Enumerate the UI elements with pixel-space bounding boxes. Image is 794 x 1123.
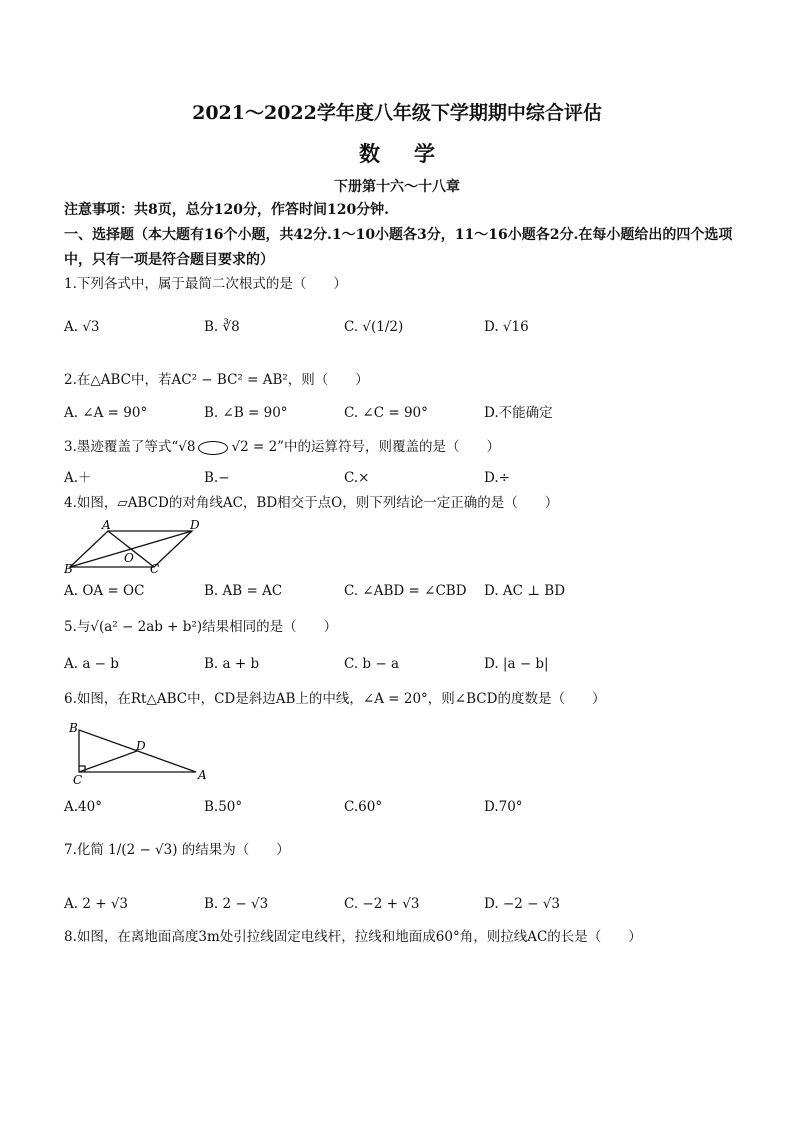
label-b: B (64, 562, 73, 574)
section-heading: 一、选择题（本大题有16个小题，共42分.1～10小题各3分，11～16小题各2分.在每小题给出的四个选项中，只有一项是符合题目要求的） (64, 227, 733, 268)
question-2: 2.在△ABC中，若AC² − BC² = AB²，则（ ） (64, 372, 369, 388)
question-1: 1.下列各式中，属于最简二次根式的是（ ） (64, 276, 347, 292)
label-o: O (124, 551, 134, 565)
option-d: D. √16 (484, 319, 529, 335)
question-3-before: 3.墨迹覆盖了等式“√8 (64, 439, 196, 455)
option-b: B. 2 − √3 (204, 896, 269, 912)
option-d: D. |a − b| (484, 656, 549, 672)
option-d: D. −2 − √3 (484, 896, 560, 912)
right-triangle-figure (64, 720, 214, 784)
label-b: B (69, 721, 78, 735)
label-a: A (102, 518, 111, 532)
option-d: D.70° (484, 799, 523, 815)
option-c: C. ∠ABD = ∠CBD (344, 583, 467, 599)
option-b: B. ∠B = 90° (204, 405, 288, 421)
question-3 (64, 438, 500, 456)
label-c: C (150, 562, 160, 574)
label-d: D (190, 518, 200, 532)
median-cd (79, 751, 137, 772)
ink-blot-icon (198, 441, 228, 455)
option-c: C. √(1/2) (344, 319, 404, 335)
label-c: C (73, 773, 83, 784)
option-b: B. ∛8 (204, 319, 240, 335)
option-d: D. AC ⊥ BD (484, 583, 566, 599)
option-c: C. −2 + √3 (344, 896, 420, 912)
option-c: C.60° (344, 799, 383, 815)
question-8: 8.如图，在离地面高度3m处引拉线固定电线杆，拉线和地面成60°角，则拉线AC的长是（ ） (64, 929, 642, 945)
option-c: C. b − a (344, 656, 400, 672)
exam-title: 2021～2022学年度八年级下学期期中综合评估 (192, 102, 602, 124)
question-3-after: √2 = 2”中的运算符号，则覆盖的是（ ） (231, 439, 501, 455)
option-b: B. AB = AC (204, 583, 283, 599)
chapter-scope: 下册第十六～十八章 (334, 179, 460, 195)
option-a: A.＋ (64, 470, 92, 486)
option-c: C. ∠C = 90° (344, 405, 428, 421)
question-7: 7.化简 1/(2 − √3) 的结果为（ ） (64, 842, 290, 858)
option-a: A. ∠A = 90° (64, 405, 148, 421)
option-b: B.50° (204, 799, 243, 815)
label-d: D (136, 739, 146, 753)
question-4: 4.如图，▱ABCD的对角线AC，BD相交于点O，则下列结论一定正确的是（ ） (64, 495, 559, 511)
option-d: D.不能确定 (484, 405, 553, 421)
label-a: A (198, 768, 207, 782)
option-a: A.40° (64, 799, 102, 815)
option-a: A. √3 (64, 319, 100, 335)
option-b: B. a + b (204, 656, 260, 672)
parallelogram-figure (64, 518, 204, 574)
subject-title: 数学 (359, 141, 469, 166)
option-d: D.÷ (484, 470, 510, 486)
question-6: 6.如图，在Rt△ABC中，CD是斜边AB上的中线，∠A = 20°，则∠BCD的度数是（ ） (64, 691, 606, 707)
option-a: A. OA = OC (64, 583, 145, 599)
question-5: 5.与√(a² − 2ab + b²)结果相同的是（ ） (64, 619, 338, 635)
exam-notes: 注意事项：共8页，总分120分，作答时间120分钟. (64, 202, 390, 218)
option-b: B.− (204, 470, 230, 486)
option-c: C.× (344, 470, 370, 486)
option-a: A. a − b (64, 656, 119, 672)
option-a: A. 2 + √3 (64, 896, 129, 912)
